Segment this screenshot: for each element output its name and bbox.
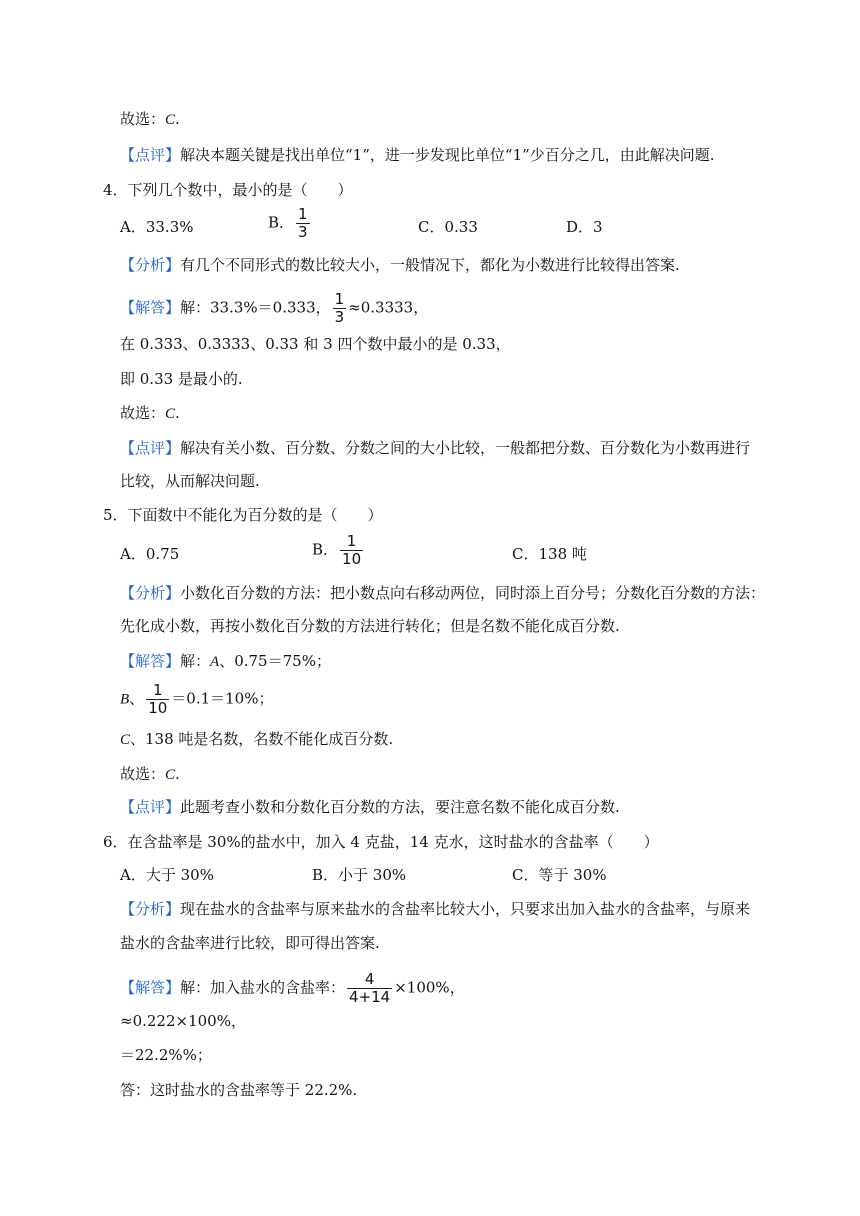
q5-option-a: A．0.75: [120, 545, 180, 563]
q4-option-c: C．0.33: [418, 218, 478, 236]
question-5-stem: 5．下面数中不能化为百分数的是（ ）: [103, 506, 383, 524]
solution-tag: 【解答】: [120, 298, 181, 317]
q6-solution: 【解答】解：加入盐水的含盐率： $\frac{4}{4+14}$ ×100%，: [120, 970, 465, 1006]
q4-solution-line-2: 在 0.333、0.3333、0.33 和 3 四个数中最小的是 0.33，: [120, 335, 511, 353]
solution-tag: 【解答】: [120, 978, 181, 997]
question-6-stem: 6．在含盐率是 30%的盐水中，加入 4 克盐，14 克水，这时盐水的含盐率（ ）: [103, 833, 659, 851]
comment-tag: 【点评】: [120, 146, 181, 164]
q5-comment: 【点评】此题考查小数和分数化百分数的方法，要注意名数不能化成百分数.: [120, 798, 620, 816]
solution-tag: 【解答】: [120, 652, 181, 670]
fraction: $\frac{4}{4+14}$: [349, 970, 391, 1006]
q4-analysis: 【分析】有几个不同形式的数比较大小，一般情况下，都化为小数进行比较得出答案.: [120, 256, 680, 274]
q5-option-b: B． $\frac{1}{10}$: [312, 532, 362, 568]
q6-analysis: 【分析】现在盐水的含盐率与原来盐水的含盐率比较大小，只要求出加入盐水的含盐率，与原来: [120, 900, 751, 918]
q4-option-a: A．33.3%: [120, 218, 194, 236]
fraction: $\frac{1}{3}$: [334, 290, 345, 326]
q4-comment-line-2: 比较，从而解决问题.: [120, 472, 260, 490]
q4-option-d: D．3: [566, 218, 603, 236]
q6-option-c: C．等于 30%: [512, 866, 607, 884]
q5-analysis: 【分析】小数化百分数的方法：把小数点向右移动两位，同时添上百分号；分数化百分数的方法：: [120, 584, 766, 602]
q6-option-a: A．大于 30%: [120, 866, 214, 884]
comment-tag: 【点评】: [120, 798, 181, 816]
q4-solution-line-3: 即 0.33 是最小的.: [120, 370, 243, 388]
q5-solution-line-c: C、138 吨是名数，名数不能化成百分数.: [120, 730, 394, 748]
q5-analysis-line-2: 先化成小数，再按小数化百分数的方法进行转化；但是名数不能化成百分数.: [120, 617, 620, 635]
q5-solution-line-b: B、 $\frac{1}{10}$ ＝0.1＝10%；: [120, 681, 274, 717]
q6-analysis-line-2: 盐水的含盐率进行比较，即可得出答案.: [120, 934, 380, 952]
q6-solution-line-3: ＝22.2%%；: [120, 1046, 212, 1064]
q5-answer-choice: 故选：C.: [120, 765, 180, 783]
fraction: $\frac{1}{3}$: [298, 205, 308, 241]
analysis-tag: 【分析】: [120, 584, 181, 602]
comment-line: 【点评】解决本题关键是找出单位“1”，进一步发现比单位“1”少百分之几，由此解决问题.: [120, 146, 715, 164]
q6-answer-line: 答：这时盐水的含盐率等于 22.2%.: [120, 1081, 358, 1099]
q4-comment: 【点评】解决有关小数、百分数、分数之间的大小比较，一般都把分数、百分数化为小数再进行: [120, 439, 751, 457]
q6-option-b: B．小于 30%: [312, 866, 407, 884]
q5-option-c: C．138 吨: [512, 545, 587, 563]
q5-solution: 【解答】解：A、0.75＝75%；: [120, 652, 331, 670]
q4-solution: 【解答】解：33.3%＝0.333， $\frac{1}{3}$ ≈0.3333，: [120, 290, 429, 326]
fraction: $\frac{1}{10}$: [148, 681, 168, 717]
q4-option-b: B． $\frac{1}{3}$: [268, 205, 308, 241]
answer-choice-line: 故选：C.: [120, 110, 180, 128]
q6-solution-line-2: ≈0.222×100%，: [120, 1012, 246, 1030]
comment-tag: 【点评】: [120, 439, 181, 457]
analysis-tag: 【分析】: [120, 256, 181, 274]
question-4-stem: 4．下列几个数中，最小的是（ ）: [103, 181, 353, 199]
fraction: $\frac{1}{10}$: [342, 532, 362, 568]
q4-answer-choice: 故选：C.: [120, 404, 180, 422]
analysis-tag: 【分析】: [120, 900, 181, 918]
